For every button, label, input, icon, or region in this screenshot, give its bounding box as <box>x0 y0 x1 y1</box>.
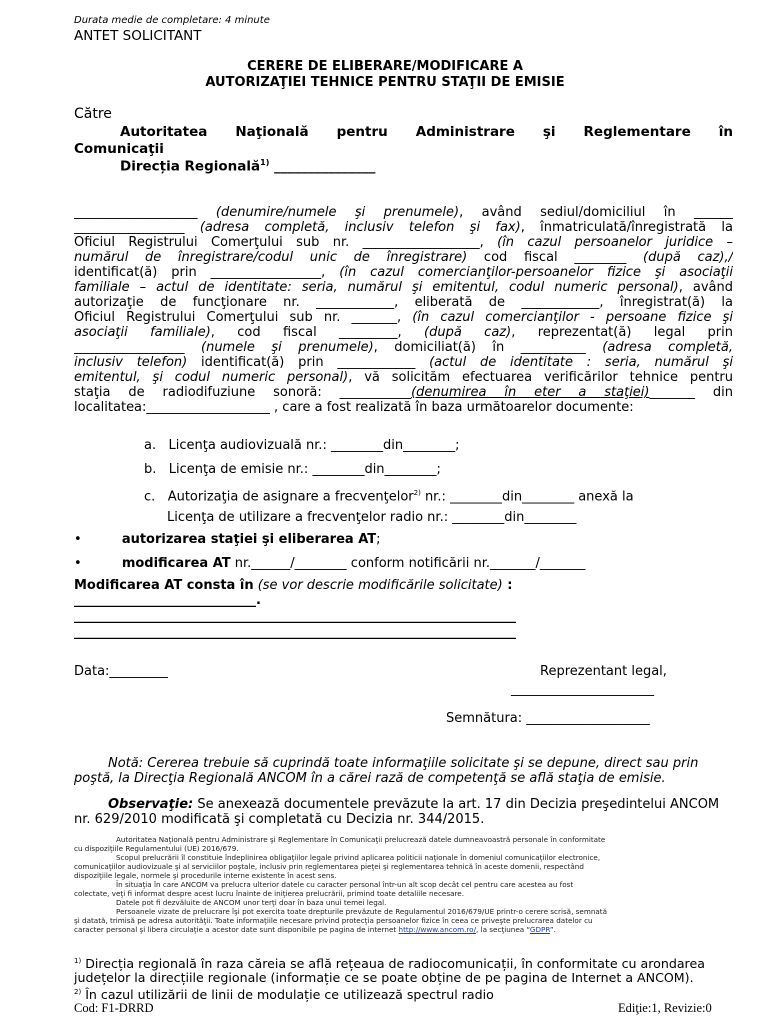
modification-label: Modificarea AT consta în (se vor descrie modificările solicitate) : <box>74 578 513 593</box>
gdpr-section-link[interactable]: GDPR <box>529 925 550 934</box>
bullet-modify-at[interactable]: • modificarea AT nr.______/________ conform notificării nr._______/_______ <box>74 556 586 571</box>
footnote-1: $^{1)}$ Direcția regională în raza căreia se află rețeaua de radiocomunicații, în conformitate cu arondarea <box>74 956 705 972</box>
bullet-icon: • <box>74 556 82 571</box>
legal-representative-label: Reprezentant legal, <box>540 664 667 679</box>
modification-line-3[interactable]: ____________________________________________________________________ <box>74 625 516 640</box>
document-item-c: c. Autorizaţia de asignare a frecvenţelor$^{2)}$ nr.: ________din________ anexă la <box>144 489 634 505</box>
gdpr-p4: Datele pot fi dezvăluite de ANCOM unor terţi doar în baza unui temei legal. <box>116 898 387 907</box>
page-title-line2: AUTORIZAŢIEI TEHNICE PENTRU STAŢII DE EMISIE <box>205 75 565 90</box>
gdpr-p2a: Scopul prelucrării îl constituie îndeplinirea obligaţiilor legale privind aplicarea politicii naţionale în domeniul comunicaţiilor electronice, <box>116 853 601 862</box>
para-line-7: autorizaţie de funcţionare nr. ____________, eliberată de ____________, înregistrat(ă) la <box>74 295 733 310</box>
legal-representative-line[interactable]: ______________________ <box>511 682 654 697</box>
catre-label: Către <box>74 106 112 122</box>
gdpr-p5b: şi datată, trimisă pe adresa autorităţii. Toate informaţiile necesare privind protecţia persoanelor fizice în ceea ce priveşte prelucrarea datelor cu <box>74 916 593 925</box>
para-line-9: asociaţii familiale), cod fiscal _________, (după caz), reprezentat(ă) legal prin <box>74 325 733 340</box>
document-item-c-line2: Licenţa de utilizare a frecvenţelor radio nr.: ________din________ <box>167 510 577 525</box>
note-line-2: poştă, la Direcţia Regională ANCOM în a cărei rază de competenţă se află staţia de emisie. <box>74 771 666 786</box>
gdpr-p1a: Autoritatea Naţională pentru Administrare şi Reglementare în Comunicaţii prelucrează datele dumneavoastră personale în conformitate <box>116 835 606 844</box>
para-line-8: Oficiul Registrului Comerţului sub nr. _______, (în cazul comercianţilor - persoane fizice şi <box>74 310 733 325</box>
completion-duration: Durata medie de completare: 4 minute <box>74 15 270 26</box>
para-line-1: ___________________ (denumire/numele şi prenumele), având sediul/domiciliul în ______ <box>74 205 733 220</box>
regional-direction-blank[interactable]: _______________ <box>274 158 376 175</box>
para-line-5: identificat(ă) prin _________________, (în cazul comercianţilor-persoanelor fizice şi asociaţii <box>74 265 733 280</box>
gdpr-p5a: Persoanele vizate de prelucrare îşi pot exercita toate drepturile prevăzute de Regulamentul 2016/679/UE printr-o cerere scrisă, semnată <box>116 907 608 916</box>
page-title-line1: CERERE DE ELIBERARE/MODIFICARE A <box>247 59 523 74</box>
ancom-website-link[interactable]: http://www.ancom.ro/ <box>398 925 477 934</box>
request-paragraph <box>74 205 733 415</box>
para-line-3: Oficiul Registrului Comerţului sub nr. __________________, (în cazul persoanelor juridice – <box>74 235 733 250</box>
signature-field[interactable]: Semnătura: ___________________ <box>446 711 650 726</box>
footnote-1-line2: județelor la direcțiile regionale (informație ce se poate obține de pe pagina de Internet a ANCOM). <box>74 970 694 985</box>
para-line-11: inclusiv telefon) identificat(ă) prin ____________ (actul de identitate : seria, numărul şi <box>74 355 733 370</box>
note-line-1: Notă: Cererea trebuie să cuprindă toate informaţiile solicitate şi se depune, direct sau prin <box>108 756 699 771</box>
bullet-issue-at[interactable]: • autorizarea staţiei şi eliberarea AT; <box>74 532 381 547</box>
para-line-4: numărul de înregistrare/codul unic de înregistrare) cod fiscal ________ (după caz),/ <box>74 250 733 265</box>
gdpr-p5c: caracter personal şi libera circulaţie a acestor date sunt disponibile pe pagina de internet http://www.ancom.ro/, la secţiunea “GDPR”. <box>74 925 556 934</box>
date-field[interactable]: Data:_________ <box>74 664 168 679</box>
authority-name-line1: Autoritatea Naţională pentru Administrare şi Reglementare în <box>120 124 733 140</box>
observation-line-1: Observaţie: Se anexează documentele prevăzute la art. 17 din Decizia preşedintelui ANCOM <box>108 797 720 812</box>
para-line-12: emitentul, şi codul numeric personal), vă solicităm efectuarea verificărilor tehnice pentru <box>74 370 733 385</box>
regional-direction-label: Direcția Regională <box>120 158 261 175</box>
modification-line-1[interactable]: ____________________________. <box>74 593 261 608</box>
gdpr-p3a: În situaţia în care ANCOM va prelucra ulterior datele cu caracter personal într-un alt scop decât cel pentru care acestea au fost <box>116 880 574 889</box>
footnote-2: $^{2)}$ În cazul utilizării de linii de modulație ce utilizează spectrul radio <box>74 987 494 1003</box>
para-line-10: _________________ (numele şi prenumele), domiciliat(ă) în __________ (adresa completă, <box>74 340 733 355</box>
para-line-2: _________________ (adresa completă, inclusiv telefon şi fax), înmatriculată/înregistrată la <box>74 220 733 235</box>
observation-line-2: nr. 629/2010 modificată şi completată cu Decizia nr. 344/2015. <box>74 812 485 827</box>
gdpr-p1b: cu dispoziţiile Regulamentului (UE) 2016/679. <box>74 844 239 853</box>
bullet-icon: • <box>74 532 82 547</box>
para-line-14: localitatea:___________________ , care a fost realizată în baza următoarelor documente: <box>74 400 634 415</box>
para-line-13: staţia de radiodifuziune sonoră: ___________(denumirea în eter a staţiei)_______ din <box>74 385 733 400</box>
gdpr-p2c: dispoziţiile legale, normele şi procedurile interne existente în acest sens. <box>74 871 337 880</box>
footnote-ref-1: 1) <box>260 158 270 167</box>
antet-solicitant: ANTET SOLICITANT <box>74 28 202 44</box>
gdpr-p3b: colectate, veţi fi informat despre acest lucru înainte de iniţierea prelucrării, primind toate detaliile necesare. <box>74 889 465 898</box>
form-code: Cod: F1-DRRD <box>74 1001 154 1015</box>
authority-name-line2: Comunicaţii <box>74 141 164 157</box>
gdpr-p2b: comunicaţiilor audiovizuale şi al serviciilor poştale, inclusiv prin reglementarea pieţei şi reglementarea tehnică în aceste domenii, respectând <box>74 862 584 871</box>
edition-revision: Ediţie:1, Revizie:0 <box>618 1001 712 1015</box>
regional-direction <box>120 158 375 175</box>
modification-line-2[interactable]: ____________________________________________________________________ <box>74 609 516 624</box>
document-item-a: a. Licenţa audiovizuală nr.: ________din________; <box>144 438 460 453</box>
para-line-6: familiale – actul de identitate: seria, numărul şi emitentul, codul numeric personal), având <box>74 280 733 295</box>
document-item-b: b. Licenţa de emisie nr.: ________din________; <box>144 462 441 477</box>
